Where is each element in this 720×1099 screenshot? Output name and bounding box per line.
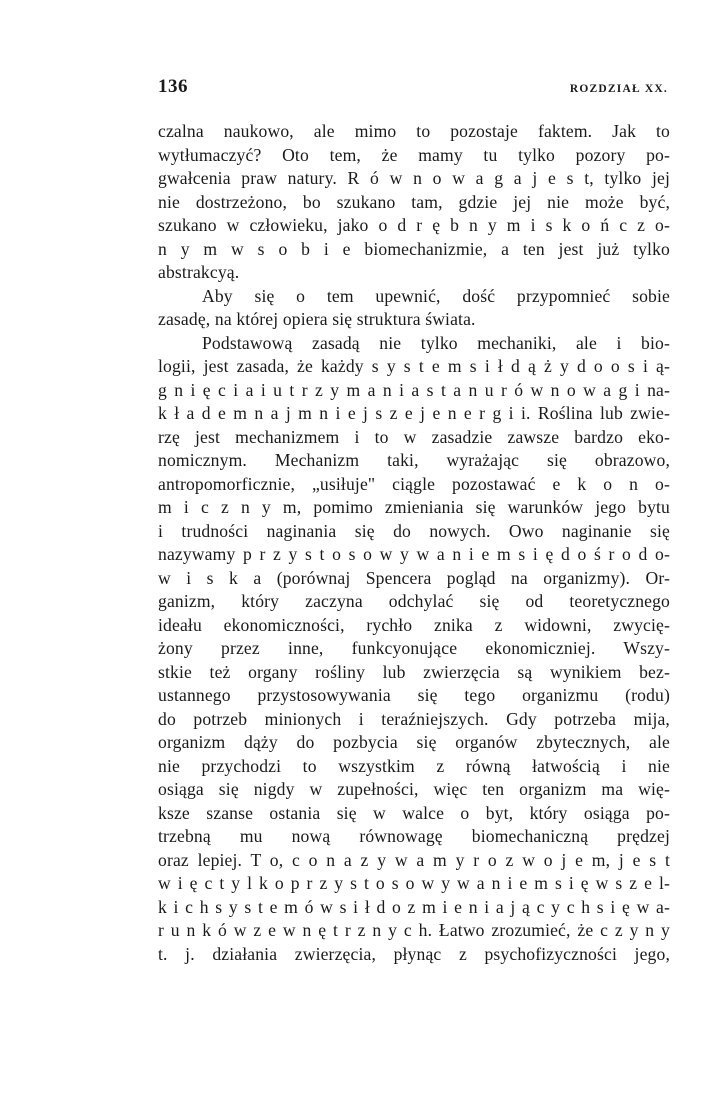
text-line: t. j. działania zwierzęcia, płynąc z psychofizyczności jego, [158, 943, 670, 964]
text-line: rzę jest mechanizmem i to w zasadzie zawsze bardzo eko- [158, 426, 670, 447]
page-header [158, 76, 668, 98]
text-line: organizm dąży do pozbycia się organów zbytecznych, ale [158, 732, 670, 752]
text-line: wytłumaczyć? Oto tem, że mamy tu tylko pozory po- [158, 144, 670, 165]
text-line: ksze szanse ostania się w walce o byt, który osiąga po- [158, 802, 670, 823]
text-line: nie przychodzi to wszystkim z równą łatwością i nie [158, 755, 670, 776]
text-line: ustannego przystosowywania się tego organizmu (rodu) [158, 685, 670, 705]
running-head: ROZDZIAŁ XX. [569, 83, 668, 95]
text-line: szukano w człowieku, jako o d r ę b n y m i s k o ń c z o- [158, 215, 670, 235]
text-line: g n i ę c i a i u t r z y m a n i a s t a n u r ó w n o w a g i na- [158, 379, 670, 400]
text-line: m i c z n y m, pomimo zmieniania się warunków jego bytu [158, 497, 670, 517]
text-line: Podstawową zasadą nie tylko mechaniki, ale i bio- [202, 332, 670, 353]
text-line: i trudności naginania się do nowych. Owo naginanie się [158, 520, 670, 541]
text-line: żony przez inne, funkcyonujące ekonomiczniej. Wszy- [158, 638, 670, 658]
text-line: oraz lepiej. T o, c o n a z y w a m y r o z w o j e m, j e s t [158, 849, 670, 870]
text-line: nazywamy p r z y s t o s o w y w a n i e m s i ę d o ś r o d o- [158, 544, 670, 564]
text-line: w i ę c t y l k o p r z y s t o s o w y w a n i e m s i ę w s z e l- [158, 873, 670, 893]
text-line: osiąga się nigdy w zupełności, więc ten organizm ma wię- [158, 779, 670, 799]
text-line: ganizm, który zaczyna odchylać się od teoretycznego [158, 591, 670, 611]
text-line: r u n k ó w z e w n ę t r z n y c h. Łatwo zrozumieć, że c z y n y [158, 920, 670, 940]
text-line: logii, jest zasada, że każdy s y s t e m s i ł d ą ż y d o o s i ą- [158, 356, 670, 376]
text-line: nomicznym. Mechanizm taki, wyrażając się obrazowo, [158, 450, 670, 470]
text-line: nie dostrzeżono, bo szukano tam, gdzie jej nie może być, [158, 191, 670, 212]
text-line: czalna naukowo, ale mimo to pozostaje faktem. Jak to [158, 121, 670, 141]
text-line: w i s k a (porównaj Spencera pogląd na organizmy). Or- [158, 567, 670, 588]
body-text [158, 120, 670, 966]
page-number: 136 [158, 76, 188, 97]
text-line: abstrakcyą. [158, 262, 240, 282]
text-line: antropomorficznie, „usiłuje" ciągle pozostawać e k o n o- [158, 473, 670, 494]
text-line: n y m w s o b i e biomechanizmie, a ten jest już tylko [158, 238, 670, 259]
text-line: ideału ekonomiczności, rychło znika z widowni, zwycię- [158, 614, 670, 635]
text-line: Aby się o tem upewnić, dość przypomnieć sobie [202, 285, 670, 306]
text-line: stkie też organy rośliny lub zwierzęcia są wynikiem bez- [158, 661, 670, 682]
text-line: gwałcenia praw natury. R ó w n o w a g a j e s t, tylko jej [158, 168, 670, 188]
text-line: trzebną mu nową równowagę biomechaniczną prędzej [158, 826, 670, 846]
text-line: k ł a d e m n a j m n i e j s z e j e n e r g i i. Roślina lub zwie- [158, 403, 670, 423]
text-line: do potrzeb minionych i teraźniejszych. Gdy potrzeba mija, [158, 708, 670, 729]
text-line: zasadę, na której opiera się struktura świata. [158, 309, 476, 329]
text-line: k i c h s y s t e m ó w s i ł d o z m i e n i a j ą c y c h s i ę w a- [158, 896, 670, 917]
